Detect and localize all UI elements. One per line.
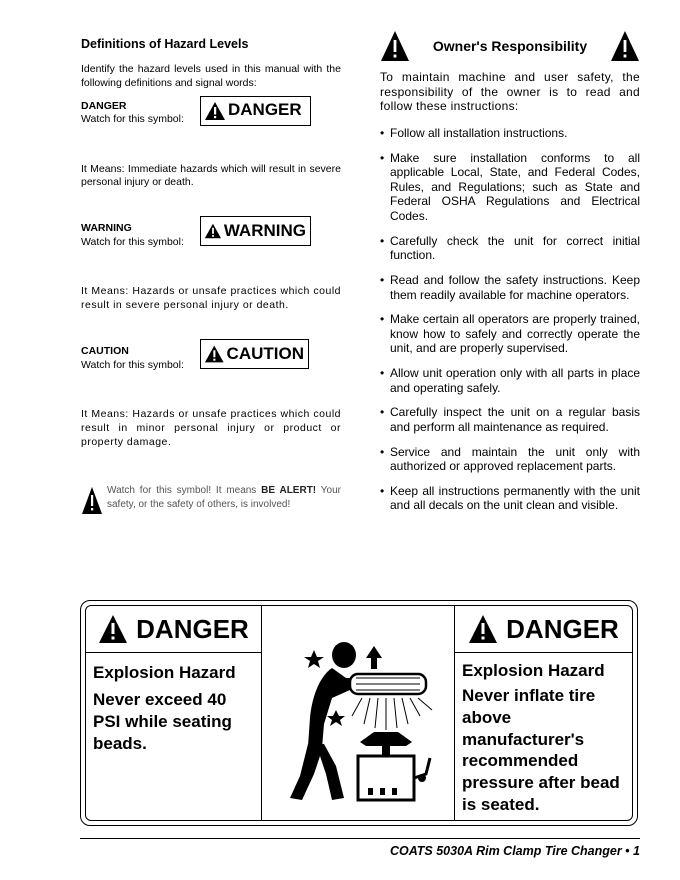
caution-label: CAUTION bbox=[81, 345, 129, 358]
caution-watch-label: Watch for this symbol: bbox=[81, 359, 184, 372]
warning-triangle-icon bbox=[81, 486, 103, 516]
be-alert-text bbox=[107, 484, 341, 511]
decal-right-signal bbox=[455, 606, 632, 653]
warning-triangle-icon bbox=[380, 30, 410, 62]
caution-definition bbox=[81, 345, 341, 403]
caution-it-means: It Means: Hazards or unsafe practices which could result in minor personal injury or product or property damage. bbox=[81, 408, 341, 449]
list-item: • Read and follow the safety instructions. Keep them readily available for machine operators. bbox=[380, 273, 640, 302]
danger-definition bbox=[81, 100, 341, 158]
be-alert-note bbox=[81, 484, 341, 516]
owner-responsibility-intro: To maintain machine and user safety, the responsibility of the owner is to read and follow these instructions: bbox=[380, 70, 640, 114]
warning-it-means: It Means: Hazards or unsafe practices which could result in severe personal injury or death. bbox=[81, 285, 341, 312]
warning-watch-label: Watch for this symbol: bbox=[81, 236, 184, 249]
list-item: • Carefully inspect the unit on a regular basis and perform all maintenance as required. bbox=[380, 405, 640, 434]
caution-symbol bbox=[200, 339, 309, 369]
list-item: • Carefully check the unit for correct initial function. bbox=[380, 234, 640, 263]
be-alert-emphasis: BE ALERT! bbox=[261, 485, 317, 497]
decal-pictogram-panel bbox=[261, 606, 455, 820]
decal-right-message: Never inflate tire above manufacturer's recommended pressure after bead is seated. bbox=[462, 686, 620, 814]
warning-symbol bbox=[200, 216, 311, 246]
danger-label: DANGER bbox=[81, 99, 127, 112]
owner-responsibility-column bbox=[380, 30, 640, 523]
owner-responsibility-title: Owner's Responsibility bbox=[432, 38, 588, 54]
be-alert-prefix: Watch for this symbol! It means bbox=[107, 485, 262, 497]
warning-label: WARNING bbox=[81, 222, 132, 235]
danger-symbol bbox=[200, 96, 311, 126]
definitions-intro: Identify the hazard levels used in this manual with the following definitions and signal words: bbox=[81, 62, 341, 89]
warning-triangle-icon bbox=[610, 30, 640, 62]
decal-left-message: Never exceed 40 PSI while seating beads. bbox=[93, 690, 232, 753]
decal-left-signal bbox=[86, 606, 261, 653]
danger-symbol-text: DANGER bbox=[228, 100, 302, 120]
warning-definition bbox=[81, 222, 341, 280]
be-alert-suffix: Your safety, or the safety of others, is involved! bbox=[107, 485, 341, 510]
warning-triangle-icon bbox=[468, 614, 498, 644]
decal-left-title: Explosion Hazard bbox=[93, 663, 236, 682]
list-item: • Allow unit operation only with all parts in place and operating safely. bbox=[380, 366, 640, 395]
warning-triangle-icon bbox=[204, 101, 226, 121]
list-item: • Service and maintain the unit only with authorized or approved replacement parts. bbox=[380, 445, 640, 474]
decal-left-signal-text: DANGER bbox=[136, 613, 249, 644]
list-item: • Make certain all operators are properly trained, know how to safely and correctly operate the unit, and are properly supervised. bbox=[380, 312, 640, 356]
definitions-heading: Definitions of Hazard Levels bbox=[81, 37, 249, 51]
warning-triangle-icon bbox=[204, 344, 225, 364]
warning-symbol-text: WARNING bbox=[223, 221, 306, 241]
decal-left-panel bbox=[86, 606, 261, 820]
explosion-hazard-decal bbox=[80, 600, 638, 826]
responsibility-list bbox=[380, 126, 640, 513]
explosion-hazard-pictogram-icon bbox=[262, 606, 454, 820]
danger-it-means: It Means: Immediate hazards which will result in severe personal injury or death. bbox=[81, 162, 341, 189]
decal-right-signal-text: DANGER bbox=[506, 613, 619, 644]
decal-right-title: Explosion Hazard bbox=[462, 661, 605, 680]
warning-triangle-icon bbox=[98, 614, 128, 644]
footer-rule bbox=[80, 838, 640, 839]
warning-triangle-icon bbox=[204, 221, 222, 241]
owner-responsibility-header bbox=[380, 30, 640, 62]
list-item: • Keep all instructions permanently with the unit and all decals on the unit clean and visible. bbox=[380, 484, 640, 513]
caution-symbol-text: CAUTION bbox=[226, 344, 304, 364]
list-item: • Make sure installation conforms to all applicable Local, State, and Federal Codes, Rules, and Regulations; such as State and Federal OSHA Regulations and Electrical Codes. bbox=[380, 151, 640, 224]
danger-watch-label: Watch for this symbol: bbox=[81, 113, 184, 126]
list-item: • Follow all installation instructions. bbox=[380, 126, 640, 141]
page-footer: COATS 5030A Rim Clamp Tire Changer • 1 bbox=[389, 844, 640, 858]
definitions-column bbox=[81, 36, 341, 516]
decal-right-panel bbox=[455, 606, 632, 820]
decal-frame bbox=[85, 605, 633, 821]
